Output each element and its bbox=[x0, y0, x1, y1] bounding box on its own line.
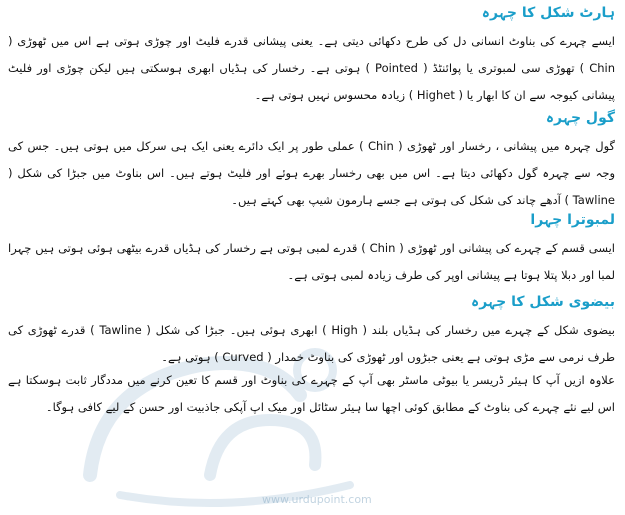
paragraph-round-face: گول چہرہ میں پیشانی ، رخسار اور ٹھوڑی ( Chin ) عملی طور پر ایک دائرے یعنی ایک ہی سرکل میں ہوتی ہیں۔ جس کی وجہ سے چہرہ گول دکھائی دیتا ہے۔ اس میں بھی رخسار بھرے ہوئے اور فلیٹ ہوتے ہیں۔ اس بناوٹ میں جبڑا کی شکل ( Tawline ) آدھے چاند کی شکل کی ہوتی ہے جسے ہارمون شیپ بھی کہتے ہیں۔ bbox=[8, 139, 615, 207]
section-closing bbox=[8, 367, 615, 423]
heading-long-face: لمبوترا چہرا bbox=[530, 212, 615, 228]
section-round-face bbox=[8, 107, 615, 209]
section-heart-face bbox=[8, 2, 615, 107]
paragraph-oval-face: بیضوی شکل کے چہرے میں رخسار کی ہڈیاں بلند ( High ) ابھری ہوئی ہیں۔ جبڑا کی شکل ( Tawline ) قدرے ٹھوڑی کی طرف نرمی سے مڑی ہوتی ہے یعنی جبڑوں اور ٹھوڑی کی بناوٹ خمدار ( Curved ) ہوتی ہے۔ bbox=[8, 323, 615, 364]
heading-round-face: گول چہرہ bbox=[545, 110, 615, 126]
heading-heart-face: ہارٹ شکل کا چہرہ bbox=[481, 5, 615, 21]
watermark-url: www.urdupoint.com bbox=[262, 493, 372, 506]
heading-oval-face: بیضوی شکل کا چہرہ bbox=[470, 294, 615, 310]
paragraph-heart-face: ایسے چہرے کی بناوٹ انسانی دل کی طرح دکھائی دیتی ہے۔ یعنی پیشانی قدرے فلیٹ اور چوڑی ہوتی ہے اس میں ٹھوڑی ( Chin ) تھوڑی سی لمبوتری یا پوائنٹڈ ( Pointed ) ہوتی ہے۔ رخسار کی ہڈیاں ابھری ہوسکتی ہیں لیکن چوڑی اور فلیٹ پیشانی کیوجہ سے ان کا ابھار یا ( Highet ) زیادہ محسوس نہیں ہوتی ہے۔ bbox=[8, 34, 616, 102]
section-oval-face bbox=[8, 291, 615, 367]
paragraph-long-face: ایسی قسم کے چہرے کی پیشانی اور ٹھوڑی ( Chin ) قدرے لمبی ہوتی ہے رخسار کی ہڈیاں قدرے بیٹھی ہوئی ہوتی ہیں چہرا لمبا اور دبلا پتلا ہوتا ہے پیشانی اوپر کی طرف زیادہ لمبی ہوتی ہے۔ bbox=[8, 241, 615, 282]
paragraph-closing: علاوہ ازیں آپ کا ہیئر ڈریسر یا بیوٹی ماسٹر بھی آپ کے چہرے کی بناوٹ اور قسم کا تعین کرنے میں مددگار ثابت ہوسکتا ہے اس لیے نئے چہرے کی بناوٹ کے مطابق کوئی اچھا سا ہیئر سٹائل اور میک اپ آپکی جاذبیت اور حسن کے لیے کافی ہوگا۔ bbox=[8, 373, 615, 414]
section-long-face bbox=[8, 209, 615, 291]
